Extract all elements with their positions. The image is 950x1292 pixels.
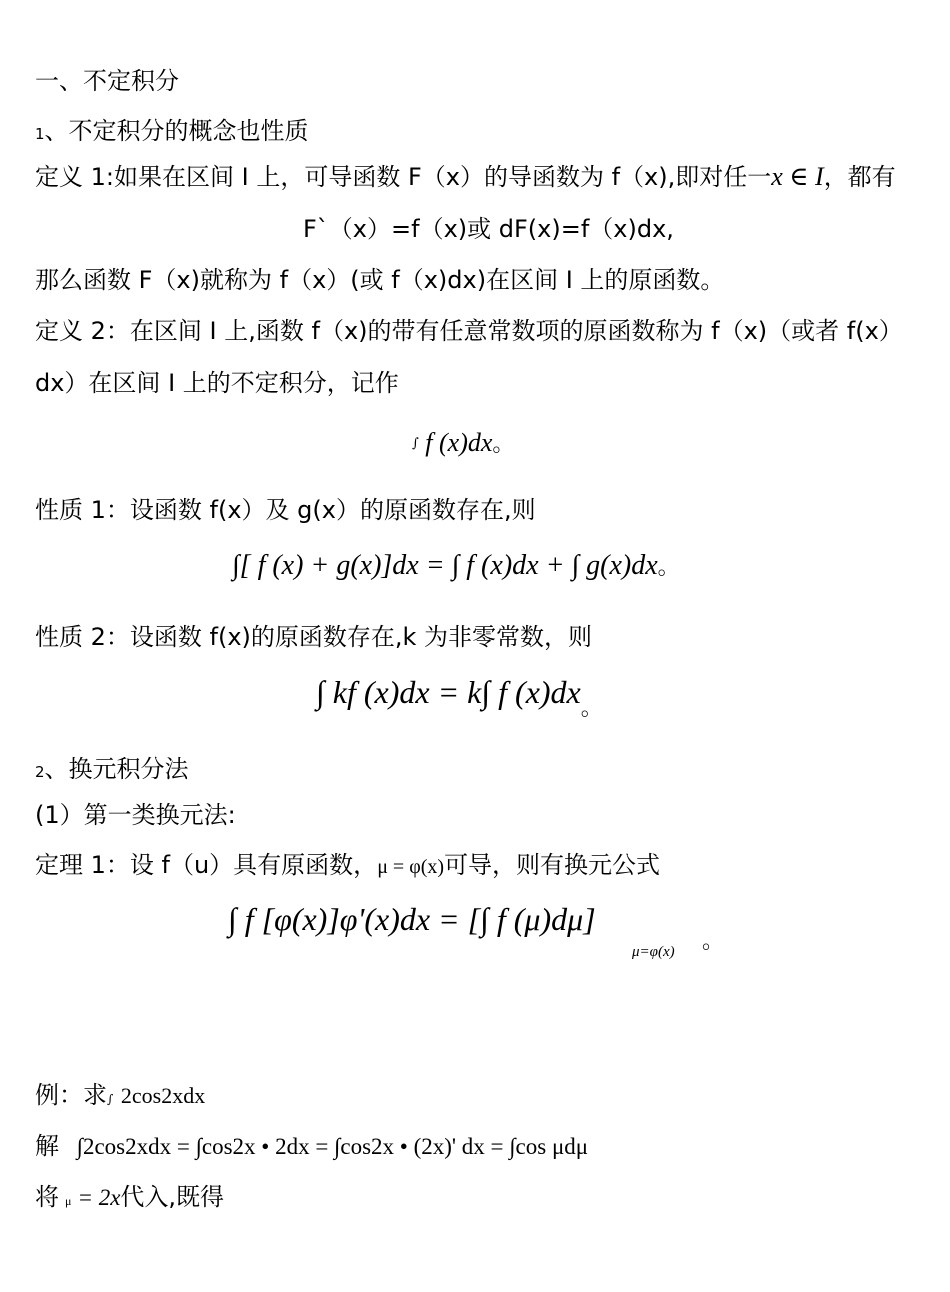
section-title-indefinite-integral: 一、不定积分: [35, 67, 179, 95]
period-mark: 。: [702, 929, 725, 954]
substitution-pre: 将: [35, 1183, 59, 1211]
solution-label: 解: [35, 1132, 59, 1160]
example-label: 例：求: [35, 1081, 107, 1109]
theorem-1-pre: 定理 1：设 f（u）具有原函数，: [35, 851, 378, 879]
subsection-text: 、不定积分的概念也性质: [44, 117, 309, 145]
definition-1-formula: F`（x）=f（x)或 dF(x)=f（x)dx,: [303, 215, 674, 243]
subsection-first-substitution: (1）第一类换元法:: [35, 801, 236, 829]
definition-1-conclusion: 那么函数 F（x)就称为 f（x）(或 f（x)dx)在区间 I 上的原函数。: [35, 266, 725, 294]
solution-expression: ∫2cos2xdx = ∫cos2x • 2dx = ∫cos2x • (2x)' dx = ∫cos μdμ: [76, 1134, 589, 1159]
definition-2-line-2: dx）在区间 I 上的不定积分，记作: [35, 369, 399, 397]
theorem-1-subscript: μ=φ(x): [632, 944, 675, 960]
definition-1: [35, 162, 896, 192]
substitution-mu: μ: [65, 1194, 72, 1208]
theorem-1-period: [702, 930, 724, 953]
substitution-line: [35, 1182, 224, 1216]
example-expression: 2cos2xdx: [120, 1083, 206, 1108]
indefinite-integral-expression: f (x)dx: [425, 428, 493, 457]
property-2-formula: [316, 676, 603, 720]
subsection-concept-properties: [35, 116, 309, 149]
integral-sign-small: ∫: [412, 436, 419, 451]
section-text: 、换元积分法: [44, 755, 189, 783]
example-line: [35, 1080, 205, 1114]
section-number: 2: [35, 763, 45, 781]
section-substitution: [35, 754, 189, 787]
solution-line: [35, 1131, 588, 1162]
indefinite-integral-notation: [412, 430, 514, 456]
substitution-math: = 2x: [77, 1185, 121, 1210]
property-2-expression: ∫ kf (x)dx = k∫ f (x)dx: [316, 674, 581, 710]
subsection-number: 1: [35, 125, 45, 143]
property-1-text: 性质 1：设函数 f(x）及 g(x）的原函数存在,则: [35, 496, 536, 524]
example-integral-sign: ∫: [107, 1092, 114, 1106]
period-mark: 。: [657, 555, 680, 580]
definition-1-tail: ，都有: [823, 163, 896, 191]
substitution-post: 代入,既得: [120, 1183, 225, 1211]
definition-2-line-1: 定义 2：在区间 I 上,函数 f（x)的带有任意常数项的原函数称为 f（x)（或者 f(x）: [35, 317, 903, 345]
theorem-1-formula: [228, 903, 596, 935]
theorem-1-math: μ = φ(x): [377, 856, 445, 878]
property-1-formula: [232, 552, 680, 580]
property-2-text: 性质 2：设函数 f(x)的原函数存在,k 为非零常数，则: [35, 623, 593, 651]
period-mark: 。: [492, 432, 515, 457]
theorem-1: [35, 850, 660, 882]
definition-1-text: 定义 1:如果在区间 I 上，可导函数 F（x）的导函数为 f（x),即对任一: [35, 163, 772, 191]
period-mark: 。: [580, 696, 603, 721]
definition-1-math: x ∈ I: [771, 162, 824, 191]
theorem-1-expression: ∫ f [φ(x)]φ'(x)dx = [∫ f (μ)dμ]: [228, 901, 596, 937]
theorem-1-post: 可导，则有换元公式: [444, 851, 661, 879]
property-1-expression: ∫[ f (x) + g(x)]dx = ∫ f (x)dx + ∫ g(x)dx: [232, 550, 658, 581]
